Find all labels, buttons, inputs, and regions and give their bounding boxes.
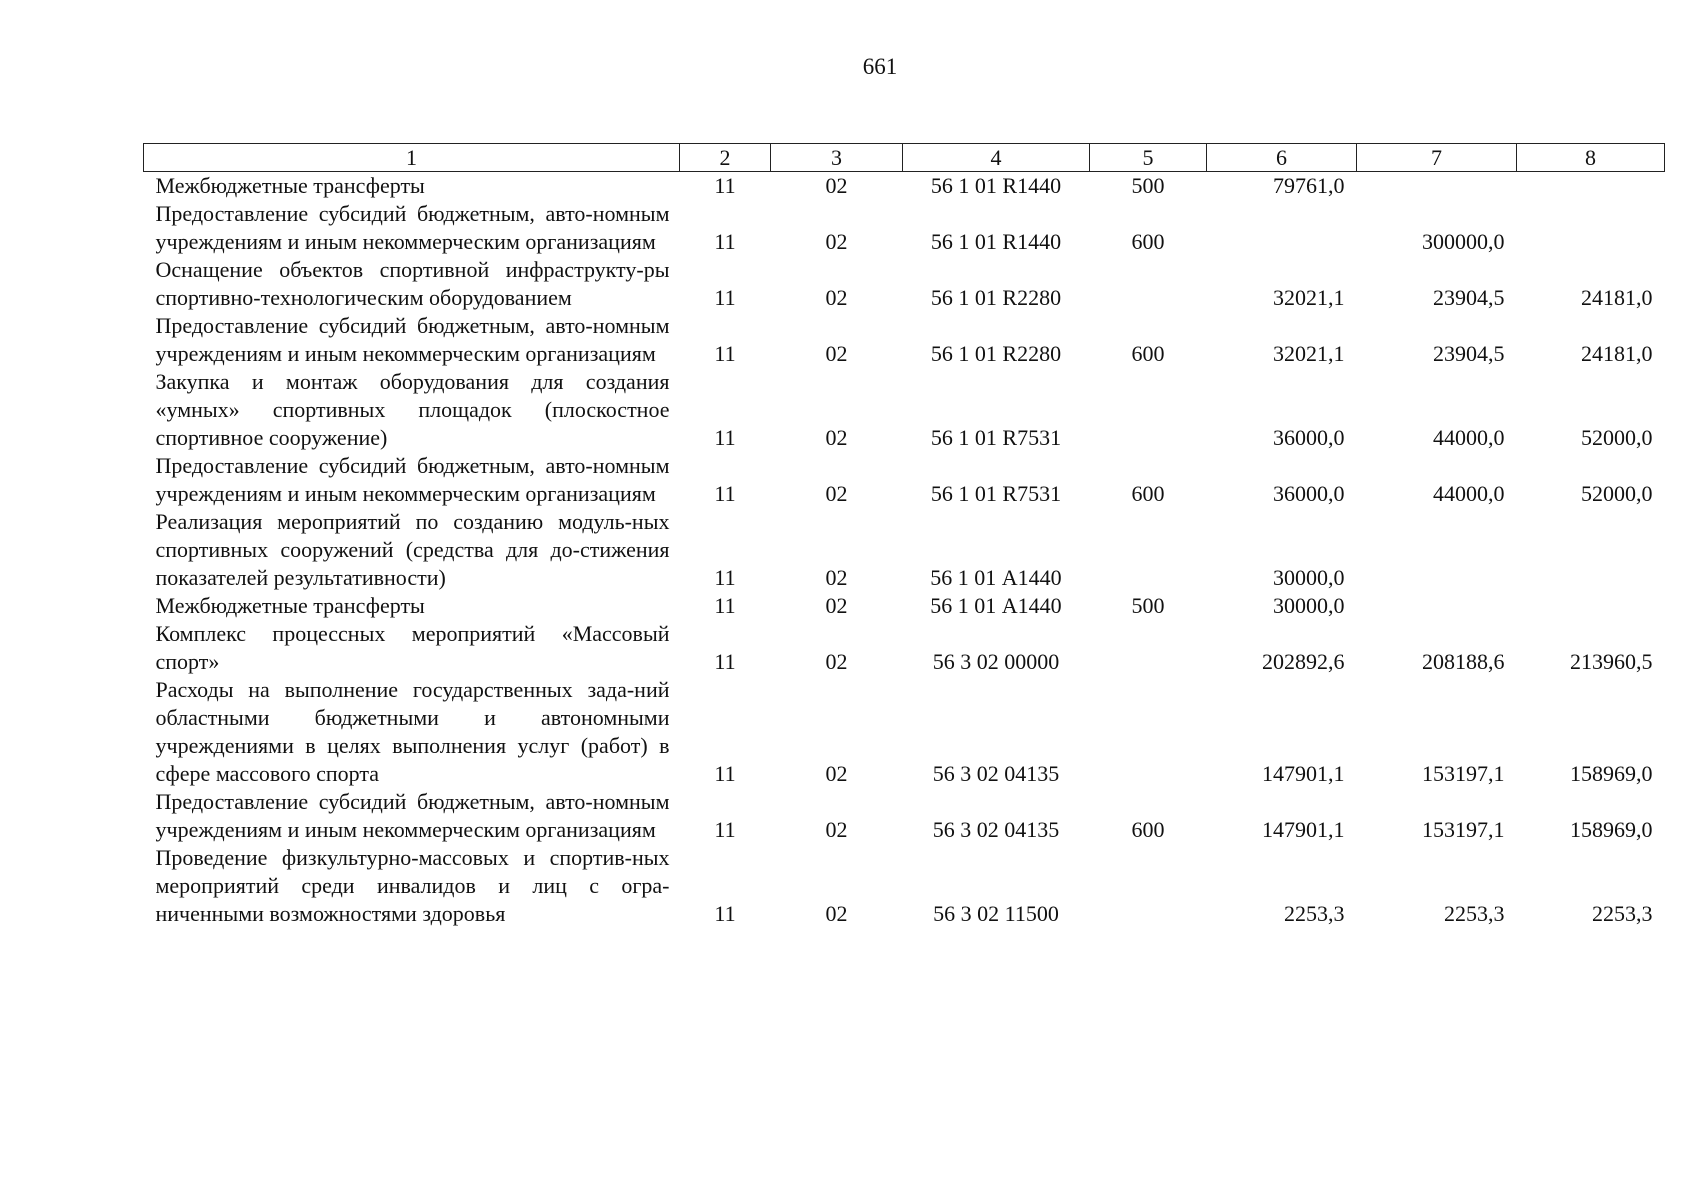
row-expense-type: 600 bbox=[1131, 481, 1165, 506]
row-target-article: 56 1 01 А1440 bbox=[930, 593, 1062, 618]
header-col-4: 4 bbox=[903, 144, 1090, 172]
table-row bbox=[144, 788, 1665, 844]
row-amount-col8 bbox=[1517, 172, 1665, 201]
header-col-7: 7 bbox=[1357, 144, 1517, 172]
row-section: 11 bbox=[714, 565, 736, 590]
row-amount-col6 bbox=[1207, 200, 1357, 256]
table-body bbox=[144, 172, 1665, 929]
row-amount-col6: 30000,0 bbox=[1273, 593, 1345, 618]
row-expense-type bbox=[1090, 368, 1207, 452]
row-target-article: 56 1 01 А1440 bbox=[930, 565, 1062, 590]
row-section: 11 bbox=[714, 593, 736, 618]
row-amount-col6: 147901,1 bbox=[1262, 761, 1345, 786]
row-name: Межбюджетные трансферты bbox=[155, 593, 425, 618]
row-amount-col7: 23904,5 bbox=[1433, 341, 1505, 366]
row-amount-col8: 24181,0 bbox=[1581, 285, 1653, 310]
table-row bbox=[144, 844, 1665, 928]
row-amount-col8: 2253,3 bbox=[1592, 901, 1653, 926]
row-subsection: 02 bbox=[825, 173, 848, 198]
row-section: 11 bbox=[714, 173, 736, 198]
row-amount-col7: 44000,0 bbox=[1433, 481, 1505, 506]
row-amount-col7: 153197,1 bbox=[1422, 817, 1505, 842]
row-amount-col6: 147901,1 bbox=[1262, 817, 1345, 842]
row-name: Реализация мероприятий по созданию модуль-ных спортивных сооружений (средства для до-стижения показателей результативности) bbox=[155, 509, 670, 590]
row-amount-col6: 32021,1 bbox=[1273, 341, 1345, 366]
row-name: Межбюджетные трансферты bbox=[155, 173, 425, 198]
row-expense-type: 600 bbox=[1131, 341, 1165, 366]
row-subsection: 02 bbox=[825, 817, 848, 842]
row-section: 11 bbox=[714, 229, 736, 254]
row-subsection: 02 bbox=[825, 425, 848, 450]
row-name: Предоставление субсидий бюджетным, авто-номным учреждениям и иным некоммерческим организациям bbox=[155, 201, 670, 254]
table-row bbox=[144, 172, 1665, 201]
row-name: Предоставление субсидий бюджетным, авто-номным учреждениям и иным некоммерческим организациям bbox=[155, 313, 670, 366]
row-amount-col8: 52000,0 bbox=[1581, 481, 1653, 506]
row-subsection: 02 bbox=[825, 593, 848, 618]
row-section: 11 bbox=[714, 285, 736, 310]
row-amount-col6: 30000,0 bbox=[1273, 565, 1345, 590]
row-amount-col8: 158969,0 bbox=[1570, 817, 1653, 842]
budget-table bbox=[143, 143, 1665, 928]
table-row bbox=[144, 368, 1665, 452]
row-amount-col6: 36000,0 bbox=[1273, 425, 1345, 450]
table-row bbox=[144, 256, 1665, 312]
row-amount-col8 bbox=[1517, 592, 1665, 620]
row-amount-col7: 153197,1 bbox=[1422, 761, 1505, 786]
row-expense-type bbox=[1090, 620, 1207, 676]
row-section: 11 bbox=[714, 425, 736, 450]
table-row bbox=[144, 676, 1665, 788]
row-amount-col7 bbox=[1357, 508, 1517, 592]
row-expense-type: 600 bbox=[1131, 229, 1165, 254]
row-section: 11 bbox=[714, 901, 736, 926]
row-section: 11 bbox=[714, 817, 736, 842]
row-amount-col8: 24181,0 bbox=[1581, 341, 1653, 366]
row-expense-type: 500 bbox=[1131, 173, 1165, 198]
row-name: Оснащение объектов спортивной инфраструкту-ры спортивно-технологическим оборудованием bbox=[155, 257, 670, 310]
row-target-article: 56 1 01 R2280 bbox=[930, 341, 1062, 366]
row-amount-col6: 32021,1 bbox=[1273, 285, 1345, 310]
row-expense-type bbox=[1090, 844, 1207, 928]
row-subsection: 02 bbox=[825, 481, 848, 506]
table-row bbox=[144, 592, 1665, 620]
table-row bbox=[144, 200, 1665, 256]
row-subsection: 02 bbox=[825, 285, 848, 310]
row-amount-col7: 23904,5 bbox=[1433, 285, 1505, 310]
row-amount-col8 bbox=[1517, 508, 1665, 592]
row-section: 11 bbox=[714, 761, 736, 786]
header-col-1: 1 bbox=[144, 144, 680, 172]
row-amount-col8: 158969,0 bbox=[1570, 761, 1653, 786]
row-amount-col7: 2253,3 bbox=[1444, 901, 1505, 926]
table-row bbox=[144, 452, 1665, 508]
row-amount-col8: 52000,0 bbox=[1581, 425, 1653, 450]
row-subsection: 02 bbox=[825, 565, 848, 590]
row-target-article: 56 3 02 00000 bbox=[932, 649, 1060, 674]
row-target-article: 56 1 01 R1440 bbox=[930, 173, 1062, 198]
row-name: Предоставление субсидий бюджетным, авто-номным учреждениям и иным некоммерческим организациям bbox=[155, 453, 670, 506]
row-target-article: 56 1 01 R1440 bbox=[930, 229, 1062, 254]
table-row bbox=[144, 620, 1665, 676]
row-amount-col6: 202892,6 bbox=[1262, 649, 1345, 674]
row-section: 11 bbox=[714, 481, 736, 506]
row-amount-col6: 2253,3 bbox=[1284, 901, 1345, 926]
row-name: Расходы на выполнение государственных зада-ний областными бюджетными и автономными учреждениями в целях выполнения услуг (работ) в сфере массового спорта bbox=[155, 677, 670, 786]
row-subsection: 02 bbox=[825, 649, 848, 674]
row-name: Предоставление субсидий бюджетным, авто-номным учреждениям и иным некоммерческим организациям bbox=[155, 789, 670, 842]
page-number: 661 bbox=[862, 54, 898, 79]
header-col-3: 3 bbox=[771, 144, 903, 172]
row-expense-type bbox=[1090, 676, 1207, 788]
row-name: Закупка и монтаж оборудования для создания «умных» спортивных площадок (плоскостное спортивное сооружение) bbox=[155, 369, 670, 450]
row-target-article: 56 3 02 04135 bbox=[932, 817, 1060, 842]
row-subsection: 02 bbox=[825, 901, 848, 926]
header-col-5: 5 bbox=[1090, 144, 1207, 172]
row-amount-col6: 36000,0 bbox=[1273, 481, 1345, 506]
row-section: 11 bbox=[714, 341, 736, 366]
row-name: Проведение физкультурно-массовых и спортив-ных мероприятий среди инвалидов и лиц с огра-ниченными возможностями здоровья bbox=[155, 845, 670, 926]
row-target-article: 56 1 01 R2280 bbox=[930, 285, 1062, 310]
row-amount-col7 bbox=[1357, 592, 1517, 620]
row-amount-col8: 213960,5 bbox=[1570, 649, 1653, 674]
row-subsection: 02 bbox=[825, 761, 848, 786]
row-expense-type: 600 bbox=[1131, 817, 1165, 842]
row-amount-col7: 44000,0 bbox=[1433, 425, 1505, 450]
header-col-6: 6 bbox=[1207, 144, 1357, 172]
row-amount-col8 bbox=[1517, 200, 1665, 256]
row-subsection: 02 bbox=[825, 229, 848, 254]
header-col-8: 8 bbox=[1517, 144, 1665, 172]
row-expense-type bbox=[1090, 508, 1207, 592]
row-expense-type bbox=[1090, 256, 1207, 312]
row-target-article: 56 3 02 11500 bbox=[933, 901, 1059, 926]
row-name: Комплекс процессных мероприятий «Массовый спорт» bbox=[155, 621, 670, 674]
row-section: 11 bbox=[714, 649, 736, 674]
table-header bbox=[144, 144, 1665, 172]
row-target-article: 56 1 01 R7531 bbox=[930, 425, 1062, 450]
header-row bbox=[144, 144, 1665, 172]
row-target-article: 56 3 02 04135 bbox=[932, 761, 1060, 786]
row-target-article: 56 1 01 R7531 bbox=[930, 481, 1062, 506]
table-row bbox=[144, 508, 1665, 592]
row-amount-col7: 208188,6 bbox=[1422, 649, 1505, 674]
row-amount-col7: 300000,0 bbox=[1422, 229, 1505, 254]
row-subsection: 02 bbox=[825, 341, 848, 366]
table-row bbox=[144, 312, 1665, 368]
header-col-2: 2 bbox=[680, 144, 771, 172]
row-expense-type: 500 bbox=[1131, 593, 1165, 618]
row-amount-col7 bbox=[1357, 172, 1517, 201]
row-amount-col6: 79761,0 bbox=[1273, 173, 1345, 198]
